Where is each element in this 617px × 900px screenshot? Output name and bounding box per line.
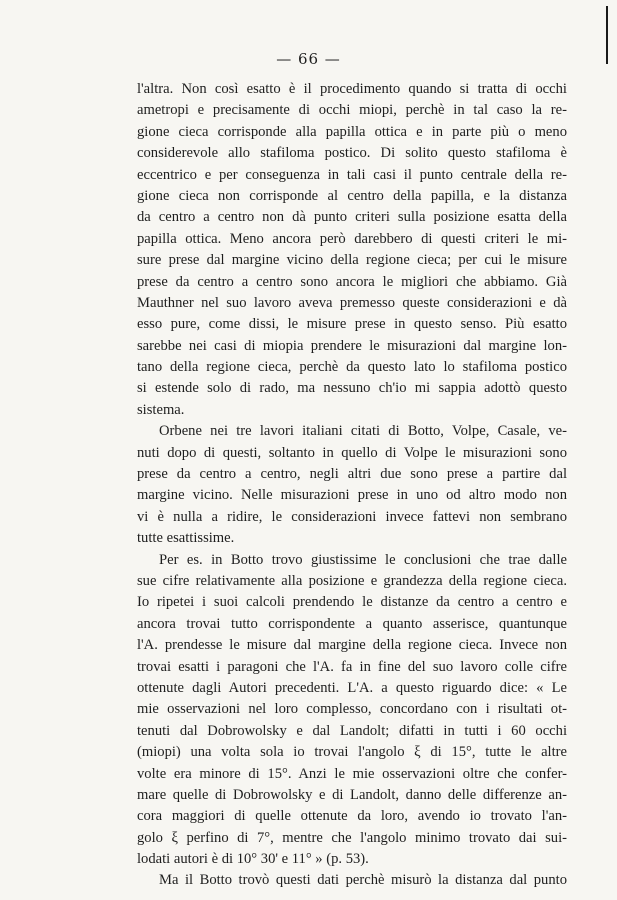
text-line: vi è nulla a ridire, le considerazioni invece fattevi non sembrano xyxy=(137,508,567,525)
text-line: sure prese dal margine vicino della regione cieca; per cui le misure xyxy=(137,252,567,269)
text-line: sarebbe nei casi di miopia prendere le misurazioni dal margine lon- xyxy=(137,337,567,354)
text-line: ancora trovai tutto corrispondente a quanto asserisce, quantunque xyxy=(137,615,567,632)
text-line: lodati autori è di 10° 30' e 11° » (p. 53). xyxy=(137,851,369,868)
text-line: prese da centro a centro sono ancora le migliori che abbiamo. Già xyxy=(137,273,567,290)
text-line: Ma il Botto trovò questi dati perchè misurò la distanza dal punto xyxy=(159,872,567,889)
text-line: trovai esatti i paragoni che l'A. fa in fine del suo lavoro colle cifre xyxy=(137,658,567,675)
text-line: tano della regione cieca, perchè da questo lato lo stafiloma postico xyxy=(137,359,567,376)
body-text xyxy=(137,79,567,892)
text-line: margine vicino. Nelle misurazioni prese in uno od altro modo non xyxy=(137,487,567,504)
text-line: nuti dopo di questi, soltanto in quello di Volpe le misurazioni sono xyxy=(137,444,567,461)
text-line: tutte esattissime. xyxy=(137,530,235,547)
text-line: Mauthner nel suo lavoro aveva premesso queste considerazioni e dà xyxy=(137,294,567,311)
text-line: da centro a centro non dà punto criteri sulla posizione esatta della xyxy=(137,209,567,226)
text-line: gione cieca corrisponde alla papilla ottica e in parte più o meno xyxy=(137,123,567,140)
text-line: Io ripetei i suoi calcoli prendendo le distanze da centro a centro e xyxy=(137,594,567,611)
text-line: papilla ottica. Meno ancora però darebbero di questi criteri le mi- xyxy=(137,230,567,247)
page-number: — 66 — xyxy=(276,50,341,68)
text-line: gione cieca non corrisponde al centro della papilla, e la distanza xyxy=(137,187,567,204)
text-line: tenuti dal Dobrowolsky e dal Landolt; difatti in tutti i 60 occhi xyxy=(137,722,567,739)
text-line: Orbene nei tre lavori italiani citati di Botto, Volpe, Casale, ve- xyxy=(159,423,567,440)
text-line: l'altra. Non così esatto è il procedimento quando si tratta di occhi xyxy=(137,81,567,97)
text-line: sistema. xyxy=(137,401,185,418)
text-line: mare quelle di Dobrowolsky e di Landolt, danno delle differenze an- xyxy=(137,786,567,803)
text-line: prese da centro a centro, negli altri due sono prese a partire dal xyxy=(137,466,567,483)
text-line: si estende solo di rado, ma nessuno ch'io mi sappia adottò questo xyxy=(137,380,567,397)
text-line: sue cifre relativamente alla posizione e grandezza della regione cieca. xyxy=(137,572,567,589)
text-line: considerevole allo stafiloma postico. Di solito questo stafiloma è xyxy=(137,145,567,162)
text-line: Per es. in Botto trovo giustissime le conclusioni che trae dalle xyxy=(159,551,567,568)
text-line: l'A. prendesse le misure dal margine della regione cieca. Invece non xyxy=(137,637,567,654)
text-line: eccentrico e per conseguenza in tali casi il punto centrale della re- xyxy=(137,166,567,183)
text-line: cora maggiori di quelle ottenute da loro, avendo io trovato l'an- xyxy=(137,808,567,825)
text-line: ametropi e precisamente di occhi miopi, perchè in tal caso la re- xyxy=(137,102,567,119)
text-line: golo ξ perfino di 7°, mentre che l'angolo minimo trovato dai sui- xyxy=(137,829,567,846)
text-line: esso pure, come dissi, le misure prese in questo senso. Più esatto xyxy=(137,316,567,333)
text-line: volte era minore di 15°. Anzi le mie osservazioni oltre che confer- xyxy=(137,765,567,782)
text-line: mie osservazioni nel loro complesso, concordano con i risultati ot- xyxy=(137,701,567,718)
text-line: ottenute dagli Autori precedenti. L'A. a questo riguardo dice: « Le xyxy=(137,679,567,696)
text-line: (miopi) una volta sola io trovai l'angolo ξ di 15°, tutte le altre xyxy=(137,744,567,761)
